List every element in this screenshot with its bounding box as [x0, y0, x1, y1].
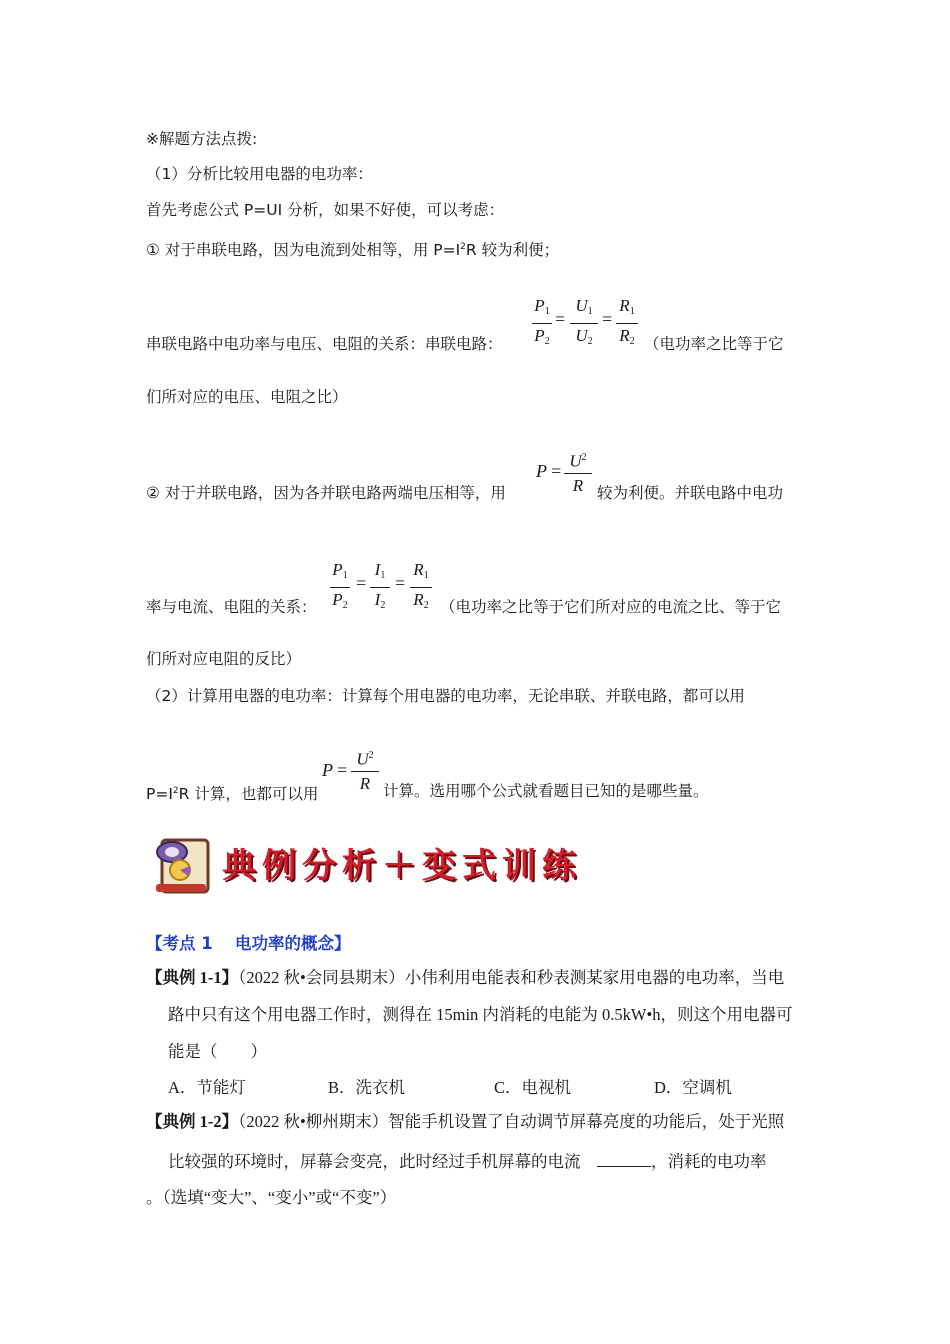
equals-sign: = [395, 573, 406, 593]
formula-p-symbol: P = [322, 760, 348, 780]
parallel-relation-label: 率与电流、电阻的关系： [146, 598, 317, 616]
banner-title: 典例分析＋变式训练 [222, 846, 582, 886]
example-tag: 【典例 1-1】 [146, 968, 239, 987]
formula-u2-over-r: $U^2$ R [564, 448, 592, 496]
option-d[interactable]: D．空调机 [654, 1078, 732, 1097]
formula-u1-over-u2: $U_1$ $U_2$ [570, 296, 598, 352]
series-relation-label: 串联电路中电功率与电压、电阻的关系：串联电路： [146, 335, 503, 353]
answer-blank[interactable] [597, 1152, 651, 1167]
example-1-line3: 能是（ ） [168, 1042, 267, 1061]
example-1-line1: 【典例 1-1】（2022 秋•会同县期末）小伟利用电能表和秒表测某家用电器的电功率，当电 [146, 968, 785, 987]
example-2-line3: 。（选填“变大”、“变小”或“不变”） [146, 1188, 397, 1207]
series-circuit-line [146, 236, 559, 261]
parallel-relation-cont: 们所对应电阻的反比） [146, 650, 302, 668]
equals-sign: = [356, 573, 367, 593]
series-line-text-a: ① 对于串联电路，因为电流到处相等，用 P=I [146, 241, 461, 260]
series-line-text-b: R 较为利便； [465, 241, 560, 260]
example-2-line1: 【典例 1-2】（2022 秋•柳州期末）智能手机设置了自动调节屏幕亮度的功能后，处于光照 [146, 1112, 785, 1131]
series-line-sup: 2 [460, 242, 466, 252]
point2-heading: （2）计算用电器的电功率：计算每个用电器的电功率，无论串联、并联电路，都可以用 [146, 687, 745, 705]
example-1-line2: 路中只有这个用电器工作时，测得在 15min 内消耗的电能为 0.5kW•h，则这个用电器可 [168, 1005, 793, 1024]
kaodian-title: 【考点 1 电功率的概念】 [146, 934, 351, 953]
formula-r1-over-r2: $R_1$ $R_2$ [410, 560, 432, 616]
formula-p1-over-p2: $P_1$ $P_2$ [532, 296, 552, 352]
series-relation-cont: 们所对应的电压、电阻之比） [146, 388, 348, 406]
point2-line: $P=I^2R$ 计算，也都可以用 [146, 785, 319, 804]
equals-sign: = [602, 309, 613, 329]
option-c[interactable]: C．电视机 [494, 1078, 572, 1097]
example-tag: 【典例 1-2】 [146, 1112, 239, 1131]
formula-r1-over-r2: $R_1$ $R_2$ [616, 296, 638, 352]
option-b[interactable]: B．洗衣机 [328, 1078, 406, 1097]
parallel-relation-tail: （电功率之比等于它们所对应的电流之比、等于它 [440, 598, 782, 616]
point2-line-tail: 计算。选用哪个公式就看题目已知的是哪些量。 [383, 782, 709, 800]
banner-icon [150, 836, 220, 896]
formula-u2-over-r: $U^2$ R [351, 746, 379, 794]
option-a[interactable]: A．节能灯 [168, 1078, 246, 1097]
formula-p-symbol: P = [536, 461, 562, 481]
tips-heading: ※解题方法点拨: [146, 130, 258, 148]
example-2-line2: 比较强的环境时，屏幕会变亮，此时经过手机屏幕的电流 ，消耗的电功率 [168, 1152, 767, 1171]
first-consider-line: 首先考虑公式 P=UI 分析，如果不好使，可以考虑： [146, 201, 505, 219]
series-relation-tail: （电功率之比等于它 [644, 335, 784, 353]
equals-sign: = [555, 309, 566, 329]
point1-heading: （1）分析比较用电器的电功率： [146, 165, 373, 183]
parallel-circuit-line-a: ② 对于并联电路，因为各并联电路两端电压相等，用 [146, 484, 506, 502]
formula-p1-over-p2: $P_1$ $P_2$ [330, 560, 350, 616]
parallel-circuit-line-b: 较为利便。并联电路中电功 [597, 484, 784, 502]
formula-i1-over-i2: $I_1$ $I_2$ [370, 560, 390, 616]
